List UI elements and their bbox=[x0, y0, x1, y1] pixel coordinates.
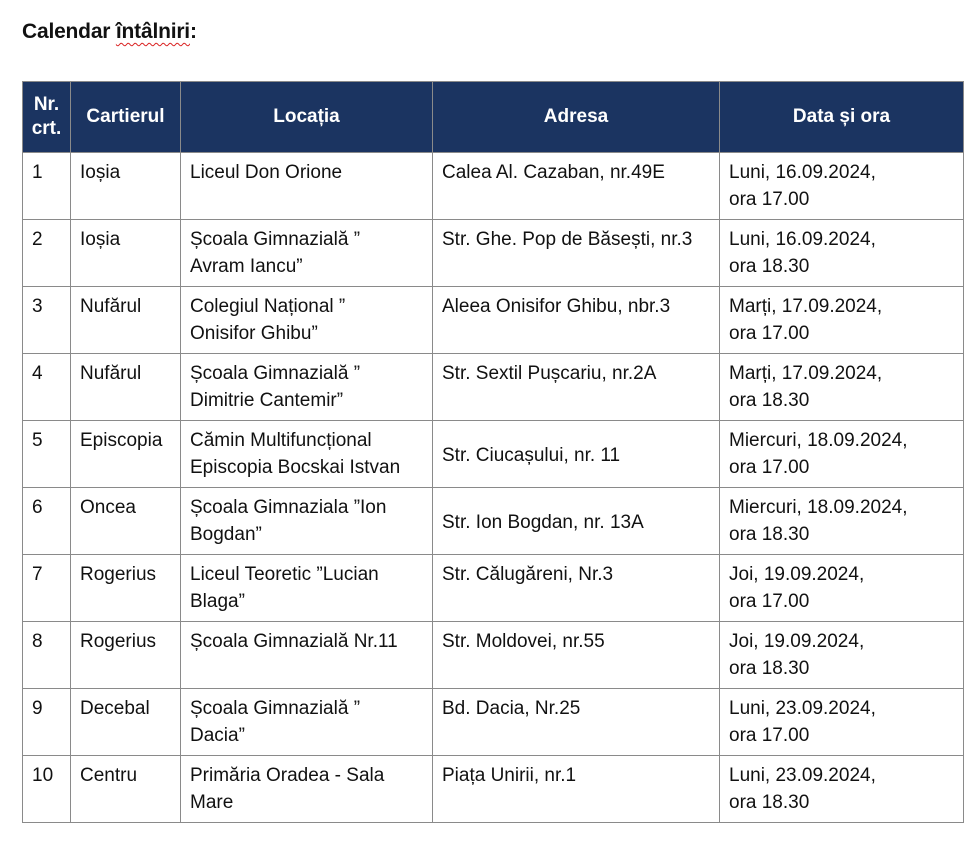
table-row bbox=[23, 488, 964, 555]
data-ora-line: ora 18.30 bbox=[729, 390, 810, 411]
locatie-line: Bogdan” bbox=[190, 524, 262, 545]
cell-data-ora bbox=[720, 488, 964, 555]
locatie-line: Dimitrie Cantemir” bbox=[190, 390, 344, 411]
cell-cartier: Rogerius bbox=[71, 555, 181, 622]
header-adresa: Adresa bbox=[433, 82, 720, 153]
locatie-line: Onisifor Ghibu” bbox=[190, 323, 318, 344]
cell-data-ora bbox=[720, 421, 964, 488]
cell-locatie bbox=[181, 421, 433, 488]
cell-data-ora bbox=[720, 689, 964, 756]
cell-locatie bbox=[181, 689, 433, 756]
data-ora-line: ora 17.00 bbox=[729, 323, 810, 344]
locatie-line: Episcopia Bocskai Istvan bbox=[190, 457, 401, 478]
cell-adresa: Str. Ghe. Pop de Băsești, nr.3 bbox=[433, 220, 720, 287]
cell-nr: 5 bbox=[23, 421, 71, 488]
title-text: Calendar bbox=[22, 20, 116, 43]
meetings-table bbox=[22, 81, 964, 823]
cell-data-ora bbox=[720, 287, 964, 354]
cell-locatie bbox=[181, 287, 433, 354]
locatie-line: Școala Gimnaziala ”Ion bbox=[190, 497, 387, 518]
header-nr-crt bbox=[23, 82, 71, 153]
cell-adresa: Piața Unirii, nr.1 bbox=[433, 756, 720, 823]
data-ora-line: Luni, 23.09.2024, bbox=[729, 698, 876, 719]
locatie-line: Școala Gimnazială ” bbox=[190, 698, 361, 719]
cell-data-ora bbox=[720, 622, 964, 689]
cell-nr: 6 bbox=[23, 488, 71, 555]
cell-cartier: Rogerius bbox=[71, 622, 181, 689]
title-spellcheck-word: întâlniri bbox=[115, 20, 190, 43]
data-ora-line: ora 17.00 bbox=[729, 591, 810, 612]
cell-nr: 4 bbox=[23, 354, 71, 421]
cell-nr: 1 bbox=[23, 153, 71, 220]
cell-data-ora bbox=[720, 153, 964, 220]
cell-cartier: Oncea bbox=[71, 488, 181, 555]
data-ora-line: ora 17.00 bbox=[729, 457, 810, 478]
locatie-line: Mare bbox=[190, 792, 234, 813]
locatie-line: Avram Iancu” bbox=[190, 256, 303, 277]
cell-nr: 10 bbox=[23, 756, 71, 823]
table-row bbox=[23, 421, 964, 488]
data-ora-line: Luni, 23.09.2024, bbox=[729, 765, 876, 786]
cell-cartier: Nufărul bbox=[71, 287, 181, 354]
data-ora-line: Luni, 16.09.2024, bbox=[729, 162, 876, 183]
table-row bbox=[23, 287, 964, 354]
table-row bbox=[23, 555, 964, 622]
table-row bbox=[23, 153, 964, 220]
data-ora-line: ora 18.30 bbox=[729, 792, 810, 813]
cell-cartier: Decebal bbox=[71, 689, 181, 756]
header-data-si-ora: Data și ora bbox=[720, 82, 964, 153]
cell-adresa: Calea Al. Cazaban, nr.49E bbox=[433, 153, 720, 220]
locatie-line: Primăria Oradea - Sala bbox=[190, 765, 385, 786]
cell-adresa: Str. Ciucașului, nr. 11 bbox=[433, 421, 720, 488]
cell-locatie bbox=[181, 220, 433, 287]
cell-adresa: Bd. Dacia, Nr.25 bbox=[433, 689, 720, 756]
header-nr-line2: crt. bbox=[31, 118, 62, 139]
cell-cartier: Nufărul bbox=[71, 354, 181, 421]
cell-locatie bbox=[181, 756, 433, 823]
cell-nr: 8 bbox=[23, 622, 71, 689]
data-ora-line: ora 18.30 bbox=[729, 256, 810, 277]
cell-data-ora bbox=[720, 555, 964, 622]
data-ora-line: Joi, 19.09.2024, bbox=[729, 631, 865, 652]
data-ora-line: ora 17.00 bbox=[729, 189, 810, 210]
table-row bbox=[23, 354, 964, 421]
locatie-line: Liceul Don Orione bbox=[190, 162, 343, 183]
cell-locatie bbox=[181, 555, 433, 622]
header-nr-line1: Nr. bbox=[33, 94, 60, 116]
cell-cartier: Episcopia bbox=[71, 421, 181, 488]
locatie-line: Școala Gimnazială Nr.11 bbox=[190, 631, 398, 652]
cell-cartier: Ioșia bbox=[71, 220, 181, 287]
locatie-line: Colegiul Național ” bbox=[190, 296, 346, 317]
table-row bbox=[23, 220, 964, 287]
title-colon: : bbox=[189, 20, 197, 43]
cell-cartier: Ioșia bbox=[71, 153, 181, 220]
cell-data-ora bbox=[720, 220, 964, 287]
cell-locatie bbox=[181, 354, 433, 421]
data-ora-line: Miercuri, 18.09.2024, bbox=[729, 430, 908, 451]
cell-adresa: Str. Ion Bogdan, nr. 13A bbox=[433, 488, 720, 555]
cell-adresa: Aleea Onisifor Ghibu, nbr.3 bbox=[433, 287, 720, 354]
data-ora-line: Marți, 17.09.2024, bbox=[729, 296, 883, 317]
locatie-line: Liceul Teoretic ”Lucian bbox=[190, 564, 379, 585]
cell-data-ora bbox=[720, 756, 964, 823]
header-locatia: Locația bbox=[181, 82, 433, 153]
cell-adresa: Str. Moldovei, nr.55 bbox=[433, 622, 720, 689]
locatie-line: Blaga” bbox=[190, 591, 245, 612]
data-ora-line: ora 18.30 bbox=[729, 658, 810, 679]
cell-adresa: Str. Călugăreni, Nr.3 bbox=[433, 555, 720, 622]
locatie-line: Școala Gimnazială ” bbox=[190, 229, 361, 250]
data-ora-line: ora 17.00 bbox=[729, 725, 810, 746]
table-row bbox=[23, 689, 964, 756]
data-ora-line: Joi, 19.09.2024, bbox=[729, 564, 865, 585]
cell-locatie bbox=[181, 622, 433, 689]
cell-nr: 3 bbox=[23, 287, 71, 354]
document-title bbox=[22, 20, 197, 44]
data-ora-line: Luni, 16.09.2024, bbox=[729, 229, 876, 250]
table-row bbox=[23, 756, 964, 823]
data-ora-line: Marți, 17.09.2024, bbox=[729, 363, 883, 384]
cell-data-ora bbox=[720, 354, 964, 421]
cell-locatie bbox=[181, 153, 433, 220]
cell-locatie bbox=[181, 488, 433, 555]
locatie-line: Școala Gimnazială ” bbox=[190, 363, 361, 384]
locatie-line: Cămin Multifuncțional bbox=[190, 430, 372, 451]
header-cartierul: Cartierul bbox=[71, 82, 181, 153]
cell-adresa: Str. Sextil Pușcariu, nr.2A bbox=[433, 354, 720, 421]
cell-nr: 2 bbox=[23, 220, 71, 287]
data-ora-line: ora 18.30 bbox=[729, 524, 810, 545]
cell-nr: 9 bbox=[23, 689, 71, 756]
table-row bbox=[23, 622, 964, 689]
locatie-line: Dacia” bbox=[190, 725, 245, 746]
cell-cartier: Centru bbox=[71, 756, 181, 823]
table-header-row bbox=[23, 82, 964, 153]
data-ora-line: Miercuri, 18.09.2024, bbox=[729, 497, 908, 518]
cell-nr: 7 bbox=[23, 555, 71, 622]
